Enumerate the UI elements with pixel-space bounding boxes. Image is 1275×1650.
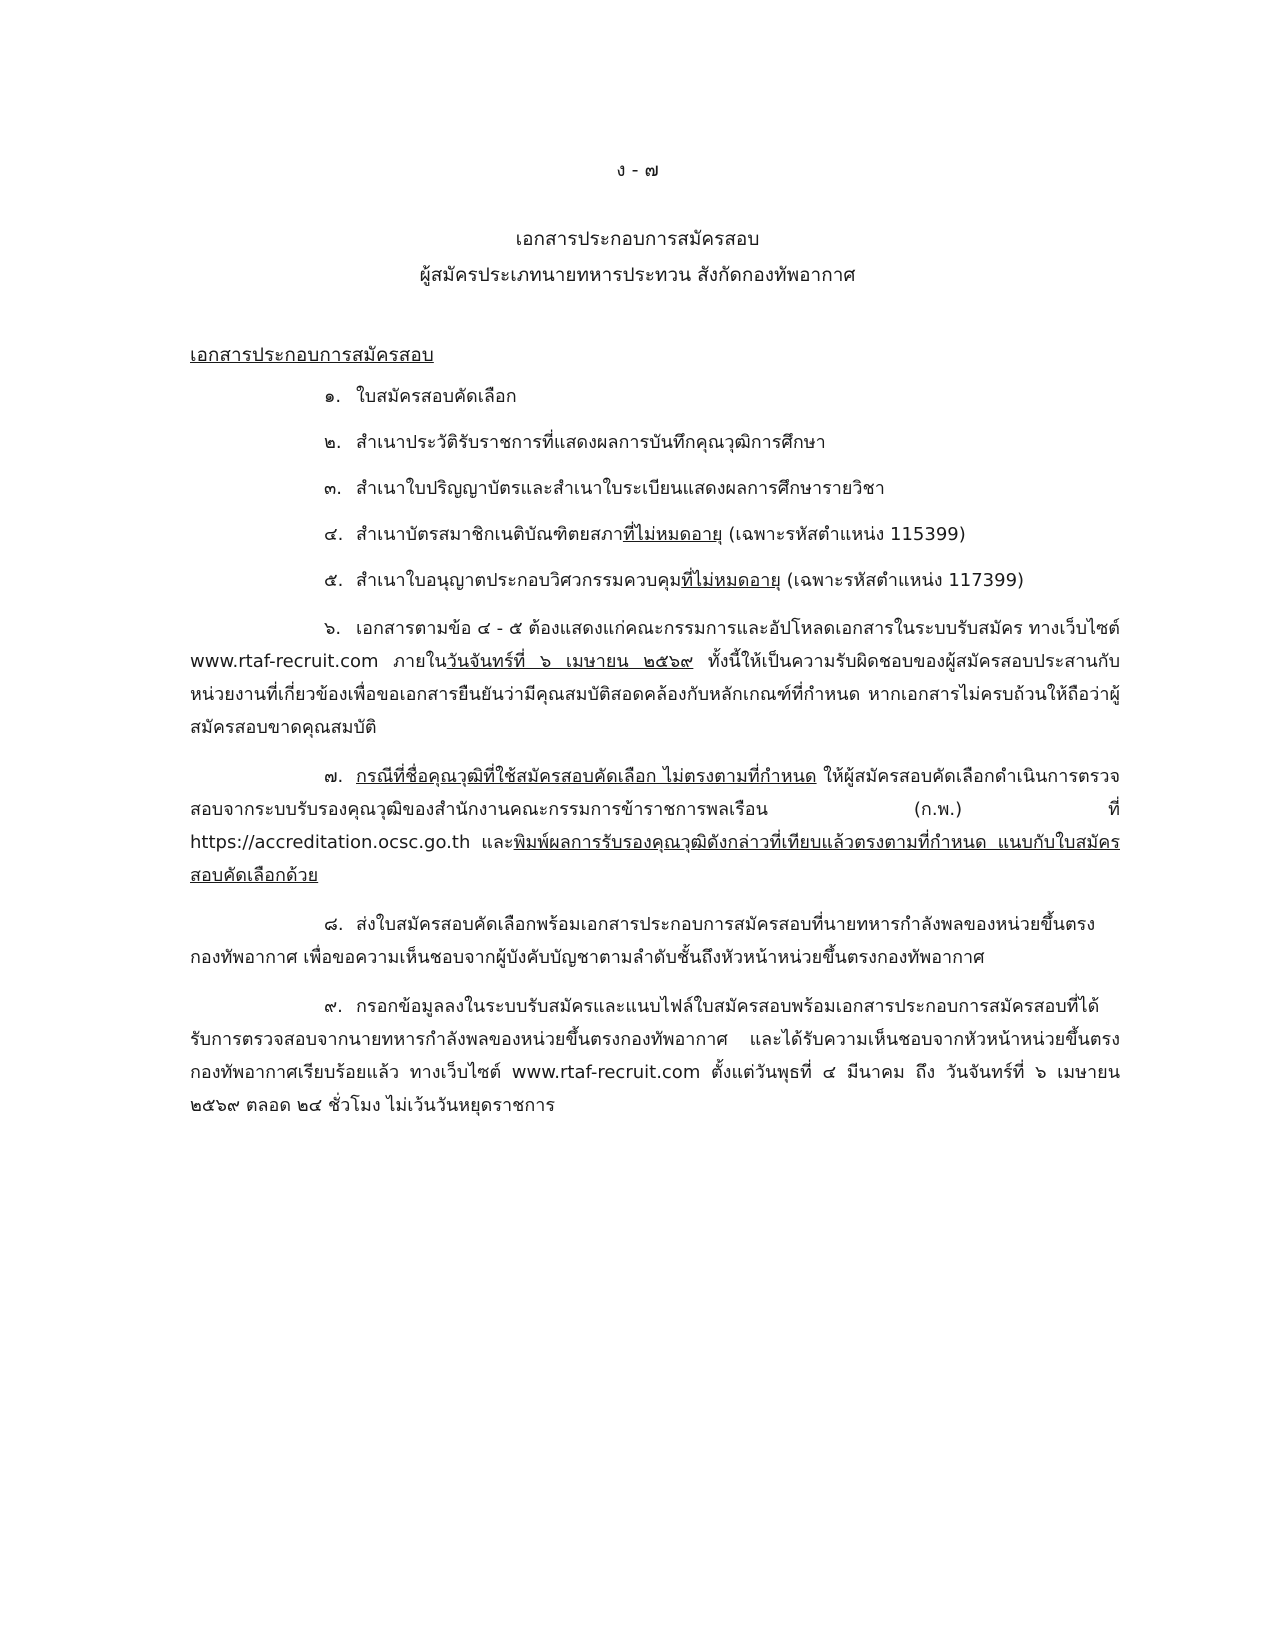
- paragraph-underlined-condition: กรณีที่ชื่อคุณวุฒิที่ใช้สมัครสอบคัดเลือก ไม่ตรงตามที่กำหนด: [356, 766, 817, 787]
- list-item-text: สำเนาใบอนุญาตประกอบวิศวกรรมควบคุม: [356, 570, 682, 591]
- paragraph-number: ๖.: [324, 618, 342, 639]
- list-item-5: [190, 568, 1120, 594]
- paragraph-text: เอกสารตามข้อ ๔ - ๕ ต้องแสดงแก่คณะกรรมการและอัปโหลดเอกสารในระบบรับสมัคร ทางเว็บไซต์ www.rtaf-recruit.com ภายใน: [190, 618, 1120, 672]
- list-item-number: ๑.: [324, 386, 342, 407]
- document-subtitle: ผู้สมัครประเภทนายทหารประทวน สังกัดกองทัพอากาศ: [419, 264, 856, 286]
- list-item-number: ๔.: [324, 524, 344, 545]
- document-title: เอกสารประกอบการสมัครสอบ: [515, 228, 760, 250]
- paragraph-6: [190, 612, 1120, 744]
- list-item-1: [190, 384, 1120, 410]
- paragraph-9: [190, 990, 1120, 1122]
- paragraph-7: [190, 760, 1120, 892]
- list-item-number: ๒.: [324, 432, 342, 453]
- list-item-text: สำเนาประวัติรับราชการที่แสดงผลการบันทึกคุณวุฒิการศึกษา: [356, 432, 826, 453]
- paragraph-text: ให้ผู้สมัครสอบคัดเลือกดำเนินการตรวจสอบจากระบบรับรองคุณวุฒิของสำนักงานคณะกรรมการข้าราชการพลเรือน (ก.พ.) ที่ https://accreditation.ocsc.go.th และ: [190, 766, 1120, 853]
- list-item-3: [190, 476, 1120, 502]
- list-item-4: [190, 522, 1120, 548]
- paragraph-text-continued: ทั้งนี้ให้เป็นความรับผิดชอบของผู้สมัครสอบประสานกับหน่วยงานที่เกี่ยวข้องเพื่อขอเอกสารยืนยันว่ามีคุณสมบัติสอดคล้องกับหลักเกณฑ์ที่กำหนด หากเอกสารไม่ครบถ้วนให้ถือว่าผู้สมัครสอบขาดคุณสมบัติ: [190, 651, 1121, 738]
- list-item-number: ๓.: [324, 478, 343, 499]
- paragraph-number: ๗.: [324, 766, 344, 787]
- paragraph-underlined-instruction: พิมพ์ผลการรับรองคุณวุฒิดังกล่าวที่เทียบแล้วตรงตามที่กำหนด แนบกับใบสมัครสอบคัดเลือกด้วย: [190, 832, 1120, 886]
- list-item-text: สำเนาใบปริญญาบัตรและสำเนาใบระเบียนแสดงผลการศึกษารายวิชา: [356, 478, 885, 499]
- list-item-note: (เฉพาะรหัสตำแหน่ง 117399): [780, 570, 1025, 591]
- list-item-text: สำเนาบัตรสมาชิกเนติบัณฑิตยสภา: [356, 524, 623, 545]
- list-item-text: ใบสมัครสอบคัดเลือก: [356, 386, 517, 407]
- document-paragraphs: [190, 612, 1120, 1138]
- page-number: ง - ๗: [616, 159, 659, 181]
- paragraph-text: ส่งใบสมัครสอบคัดเลือกพร้อมเอกสารประกอบการสมัครสอบที่นายทหารกำลังพลของหน่วยขึ้นตรงกองทัพอากาศ เพื่อขอความเห็นชอบจากผู้บังคับบัญชาตามลำดับชั้นถึงหัวหน้าหน่วยขึ้นตรงกองทัพอากาศ: [190, 914, 1096, 968]
- paragraph-underlined-date: วันจันทร์ที่ ๖ เมษายน ๒๕๖๙: [446, 651, 694, 672]
- paragraph-8: [190, 908, 1120, 974]
- paragraph-number: ๙.: [324, 996, 343, 1017]
- paragraph-text: กรอกข้อมูลลงในระบบรับสมัครและแนบไฟล์ใบสมัครสอบพร้อมเอกสารประกอบการสมัครสอบที่ได้รับการตรวจสอบจากนายทหารกำลังพลของหน่วยขึ้นตรงกองทัพอากาศ และได้รับความเห็นชอบจากหัวหน้าหน่วยขึ้นตรงกองทัพอากาศเรียบร้อยแล้ว ทางเว็บไซต์ www.rtaf-recruit.com ตั้งแต่วันพุธที่ ๔ มีนาคม ถึง วันจันทร์ที่ ๖ เมษายน ๒๕๖๙ ตลอด ๒๔ ชั่วโมง ไม่เว้นวันหยุดราชการ: [190, 996, 1120, 1116]
- document-list: [190, 384, 1120, 614]
- paragraph-number: ๘.: [324, 914, 344, 935]
- list-item-2: [190, 430, 1120, 456]
- list-item-underlined-text: ที่ไม่หมดอายุ: [681, 570, 781, 591]
- list-item-number: ๕.: [324, 570, 344, 591]
- section-heading: เอกสารประกอบการสมัครสอบ: [190, 344, 434, 366]
- list-item-underlined-text: ที่ไม่หมดอายุ: [622, 524, 723, 545]
- list-item-note: (เฉพาะรหัสตำแหน่ง 115399): [722, 524, 966, 545]
